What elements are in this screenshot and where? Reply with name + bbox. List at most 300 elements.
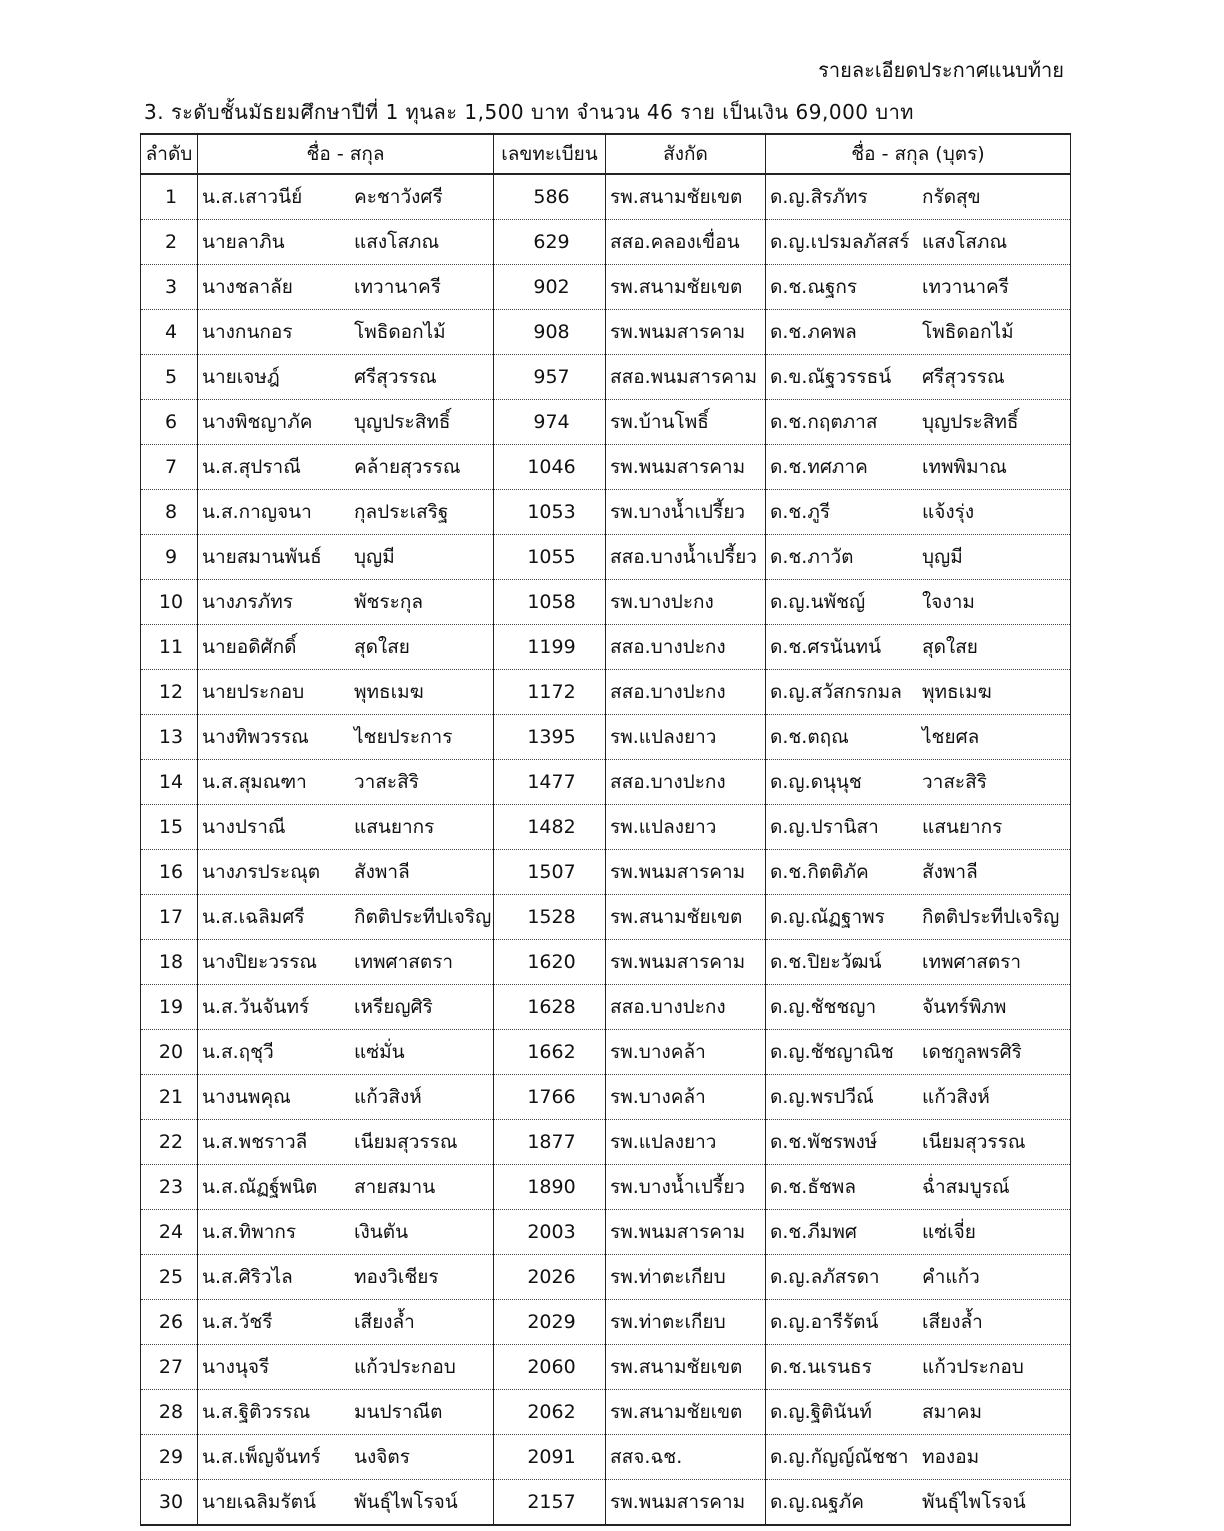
child-first-name: ด.ช.ทศภาค xyxy=(770,456,868,478)
member-first-name: นายเฉลิมรัตน์ xyxy=(202,1491,316,1513)
child-first-name: ด.ช.ภูรี xyxy=(770,501,831,523)
child-last-name: บุญประสิทธิ์ xyxy=(922,411,1019,433)
child-name xyxy=(766,670,1071,715)
table-row xyxy=(141,1120,1071,1165)
table-row xyxy=(141,1030,1071,1075)
child-first-name: ด.ช.กฤตภาส xyxy=(770,411,878,433)
member-name xyxy=(198,670,494,715)
affiliation: รพ.บางคล้า xyxy=(606,1075,766,1120)
attachment-note: รายละเอียดประกาศแนบท้าย xyxy=(818,58,1064,82)
affiliation: รพ.แปลงยาว xyxy=(606,715,766,760)
table-row xyxy=(141,1345,1071,1390)
child-last-name: โพธิดอกไม้ xyxy=(922,321,1014,343)
member-last-name: ศรีสุวรรณ xyxy=(354,366,437,388)
child-name xyxy=(766,400,1071,445)
row-no: 13 xyxy=(141,715,198,760)
child-first-name: ด.ญ.อารีรัตน์ xyxy=(770,1311,879,1333)
member-last-name: แสงโสภณ xyxy=(354,231,440,253)
member-name xyxy=(198,1435,494,1480)
row-no: 8 xyxy=(141,490,198,535)
row-no: 17 xyxy=(141,895,198,940)
affiliation: รพ.พนมสารคาม xyxy=(606,310,766,355)
affiliation: รพ.บางน้ำเปรี้ยว xyxy=(606,1165,766,1210)
child-name xyxy=(766,220,1071,265)
affiliation: รพ.สนามชัยเขต xyxy=(606,174,766,220)
row-no: 19 xyxy=(141,985,198,1030)
member-last-name: วาสะสิริ xyxy=(354,771,419,793)
child-last-name: แสงโสภณ xyxy=(922,231,1008,253)
child-first-name: ด.ช.ปิยะวัฒน์ xyxy=(770,951,882,973)
row-no: 14 xyxy=(141,760,198,805)
row-no: 10 xyxy=(141,580,198,625)
member-name xyxy=(198,1390,494,1435)
table-row xyxy=(141,1480,1071,1526)
child-last-name: สังพาลี xyxy=(922,861,978,883)
table-row xyxy=(141,490,1071,535)
registration-number: 2157 xyxy=(494,1480,606,1526)
registration-number: 2003 xyxy=(494,1210,606,1255)
child-name xyxy=(766,1390,1071,1435)
row-no: 20 xyxy=(141,1030,198,1075)
member-name xyxy=(198,535,494,580)
table-row xyxy=(141,1255,1071,1300)
member-first-name: นางกนกอร xyxy=(202,321,293,343)
row-no: 26 xyxy=(141,1300,198,1345)
child-first-name: ด.ญ.กัญญ์ณัชชา xyxy=(770,1446,909,1468)
registration-number: 908 xyxy=(494,310,606,355)
child-first-name: ด.ช.ภีมพศ xyxy=(770,1221,857,1243)
member-name xyxy=(198,805,494,850)
affiliation: รพ.สนามชัยเขต xyxy=(606,265,766,310)
affiliation: สสอ.คลองเขื่อน xyxy=(606,220,766,265)
member-first-name: น.ส.พชราวลี xyxy=(202,1131,308,1153)
affiliation: รพ.บางน้ำเปรี้ยว xyxy=(606,490,766,535)
table-row xyxy=(141,535,1071,580)
child-first-name: ด.ญ.สิรภัทร xyxy=(770,186,868,208)
child-first-name: ด.ญ.สวัสกรกมล xyxy=(770,681,902,703)
row-no: 3 xyxy=(141,265,198,310)
member-first-name: น.ส.เสาวนีย์ xyxy=(202,186,303,208)
child-name xyxy=(766,1120,1071,1165)
member-last-name: คะชาวังศรี xyxy=(354,186,443,208)
row-no: 2 xyxy=(141,220,198,265)
child-name xyxy=(766,580,1071,625)
header-name: ชื่อ - สกุล xyxy=(198,134,494,174)
member-name xyxy=(198,1300,494,1345)
table-row xyxy=(141,715,1071,760)
table-row xyxy=(141,265,1071,310)
child-name xyxy=(766,1345,1071,1390)
registration-number: 1877 xyxy=(494,1120,606,1165)
member-first-name: น.ส.ศิริวไล xyxy=(202,1266,293,1288)
row-no: 6 xyxy=(141,400,198,445)
registration-number: 1766 xyxy=(494,1075,606,1120)
registration-number: 2062 xyxy=(494,1390,606,1435)
child-last-name: เดชกูลพรศิริ xyxy=(922,1041,1022,1063)
member-last-name: เนียมสุวรรณ xyxy=(354,1131,458,1153)
table-row xyxy=(141,355,1071,400)
registration-number: 1395 xyxy=(494,715,606,760)
registration-number: 2029 xyxy=(494,1300,606,1345)
member-last-name: พัชระกุล xyxy=(354,591,423,613)
member-first-name: นางภรประณุต xyxy=(202,861,321,883)
table-row xyxy=(141,1165,1071,1210)
row-no: 22 xyxy=(141,1120,198,1165)
member-last-name: แซ่มั่น xyxy=(354,1041,405,1063)
member-name xyxy=(198,895,494,940)
child-last-name: เทพพิมาณ xyxy=(922,456,1007,478)
member-name xyxy=(198,400,494,445)
row-no: 21 xyxy=(141,1075,198,1120)
member-name xyxy=(198,1030,494,1075)
child-first-name: ด.ช.ตฤณ xyxy=(770,726,849,748)
child-last-name: ศรีสุวรรณ xyxy=(922,366,1005,388)
member-last-name: สังพาลี xyxy=(354,861,410,883)
child-first-name: ด.ช.ศรนันทน์ xyxy=(770,636,882,658)
affiliation: สสจ.ฉช. xyxy=(606,1435,766,1480)
member-last-name: พุทธเมฆ xyxy=(354,681,424,703)
member-first-name: น.ส.วัชรี xyxy=(202,1311,273,1333)
child-last-name: เสียงล้ำ xyxy=(922,1311,983,1333)
registration-number: 629 xyxy=(494,220,606,265)
child-first-name: ด.ช.ณฐกร xyxy=(770,276,858,298)
row-no: 1 xyxy=(141,174,198,220)
member-name xyxy=(198,715,494,760)
child-name xyxy=(766,1255,1071,1300)
table-row xyxy=(141,1300,1071,1345)
child-name xyxy=(766,1480,1071,1526)
child-last-name: เทพศาสตรา xyxy=(922,951,1022,973)
row-no: 27 xyxy=(141,1345,198,1390)
child-last-name: พุทธเมฆ xyxy=(922,681,992,703)
member-name xyxy=(198,625,494,670)
affiliation: รพ.ท่าตะเกียบ xyxy=(606,1300,766,1345)
child-last-name: เนียมสุวรรณ xyxy=(922,1131,1026,1153)
member-last-name: พันธุ์ไพโรจน์ xyxy=(354,1491,458,1513)
child-name xyxy=(766,355,1071,400)
member-last-name: แก้วประกอบ xyxy=(354,1356,456,1378)
member-first-name: นางพิชญาภัค xyxy=(202,411,313,433)
table-row xyxy=(141,1435,1071,1480)
member-last-name: บุญมี xyxy=(354,546,395,568)
registration-number: 1055 xyxy=(494,535,606,580)
child-last-name: แก้วประกอบ xyxy=(922,1356,1024,1378)
child-name xyxy=(766,1075,1071,1120)
registration-number: 586 xyxy=(494,174,606,220)
affiliation: รพ.พนมสารคาม xyxy=(606,850,766,895)
member-name xyxy=(198,1255,494,1300)
registration-number: 2026 xyxy=(494,1255,606,1300)
row-no: 4 xyxy=(141,310,198,355)
child-last-name: สมาคม xyxy=(922,1401,983,1423)
child-last-name: จันทร์พิภพ xyxy=(922,996,1007,1018)
affiliation: รพ.พนมสารคาม xyxy=(606,1210,766,1255)
table-row xyxy=(141,985,1071,1030)
member-name xyxy=(198,580,494,625)
row-no: 24 xyxy=(141,1210,198,1255)
child-last-name: พันธุ์ไพโรจน์ xyxy=(922,1491,1026,1513)
child-first-name: ด.ช.กิตติภัค xyxy=(770,861,869,883)
member-first-name: นายประกอบ xyxy=(202,681,305,703)
member-name xyxy=(198,355,494,400)
table-header-row xyxy=(141,134,1071,174)
child-last-name: เทวานาครี xyxy=(922,276,1009,298)
table-row xyxy=(141,625,1071,670)
child-name xyxy=(766,760,1071,805)
row-no: 28 xyxy=(141,1390,198,1435)
row-no: 15 xyxy=(141,805,198,850)
member-first-name: น.ส.เพ็ญจันทร์ xyxy=(202,1446,321,1468)
registration-number: 957 xyxy=(494,355,606,400)
row-no: 29 xyxy=(141,1435,198,1480)
child-first-name: ด.ญ.ฐิตินันท์ xyxy=(770,1401,872,1423)
member-name xyxy=(198,174,494,220)
row-no: 16 xyxy=(141,850,198,895)
affiliation: รพ.แปลงยาว xyxy=(606,1120,766,1165)
member-first-name: นางชลาลัย xyxy=(202,276,293,298)
row-no: 18 xyxy=(141,940,198,985)
child-name xyxy=(766,310,1071,355)
member-first-name: นางทิพวรรณ xyxy=(202,726,309,748)
affiliation: รพ.สนามชัยเขต xyxy=(606,1390,766,1435)
member-last-name: แสนยากร xyxy=(354,816,435,838)
member-name xyxy=(198,220,494,265)
member-last-name: นงจิตร xyxy=(354,1446,410,1468)
member-last-name: เทพศาสตรา xyxy=(354,951,454,973)
child-last-name: บุญมี xyxy=(922,546,963,568)
child-first-name: ด.ญ.ชัชญาณิช xyxy=(770,1041,894,1063)
registration-number: 1199 xyxy=(494,625,606,670)
member-first-name: นางปิยะวรรณ xyxy=(202,951,318,973)
member-first-name: นางนุจรี xyxy=(202,1356,270,1378)
child-name xyxy=(766,715,1071,760)
member-name xyxy=(198,1345,494,1390)
child-name xyxy=(766,1165,1071,1210)
member-first-name: น.ส.กาญจนา xyxy=(202,501,312,523)
child-last-name: แก้วสิงห์ xyxy=(922,1086,990,1108)
child-name xyxy=(766,850,1071,895)
member-last-name: คล้ายสุวรรณ xyxy=(354,456,461,478)
child-name xyxy=(766,1435,1071,1480)
child-first-name: ด.ช.พัชรพงษ์ xyxy=(770,1131,878,1153)
member-last-name: แก้วสิงห์ xyxy=(354,1086,422,1108)
table-row xyxy=(141,805,1071,850)
member-name xyxy=(198,445,494,490)
table-row xyxy=(141,760,1071,805)
affiliation: สสอ.บางปะกง xyxy=(606,760,766,805)
member-last-name: สุดใสย xyxy=(354,636,410,658)
table-row xyxy=(141,445,1071,490)
row-no: 12 xyxy=(141,670,198,715)
member-first-name: นายลาภิน xyxy=(202,231,285,253)
member-first-name: น.ส.ฐิติวรรณ xyxy=(202,1401,311,1423)
row-no: 30 xyxy=(141,1480,198,1526)
member-last-name: ไชยประการ xyxy=(354,726,453,748)
child-first-name: ด.ช.ธัชพล xyxy=(770,1176,856,1198)
member-first-name: น.ส.เฉลิมศรี xyxy=(202,906,305,928)
child-last-name: กรัดสุข xyxy=(922,186,981,208)
table-row xyxy=(141,895,1071,940)
child-first-name: ด.ญ.ดนุนุช xyxy=(770,771,862,793)
child-first-name: ด.ญ.ชัชชญา xyxy=(770,996,877,1018)
member-first-name: นางนพคุณ xyxy=(202,1086,291,1108)
affiliation: รพ.พนมสารคาม xyxy=(606,1480,766,1526)
affiliation: สสอ.พนมสารคาม xyxy=(606,355,766,400)
member-last-name: ทองวิเชียร xyxy=(354,1266,439,1288)
table-row xyxy=(141,174,1071,220)
registration-number: 2091 xyxy=(494,1435,606,1480)
table-row xyxy=(141,220,1071,265)
child-first-name: ด.ญ.พรปวีณ์ xyxy=(770,1086,874,1108)
member-last-name: สายสมาน xyxy=(354,1176,436,1198)
member-name xyxy=(198,760,494,805)
child-last-name: ฉ่ำสมบูรณ์ xyxy=(922,1176,1010,1198)
member-last-name: กิตติประทีปเจริญ xyxy=(354,906,492,928)
member-first-name: น.ส.ทิพากร xyxy=(202,1221,297,1243)
registration-number: 902 xyxy=(494,265,606,310)
child-first-name: ด.ช.ภคพล xyxy=(770,321,857,343)
member-last-name: กุลประเสริฐ xyxy=(354,501,449,523)
registration-number: 1053 xyxy=(494,490,606,535)
child-last-name: วาสะสิริ xyxy=(922,771,987,793)
scholarship-table xyxy=(140,133,1071,1526)
member-first-name: นายเจษฎ์ xyxy=(202,366,280,388)
child-last-name: แสนยากร xyxy=(922,816,1003,838)
table-row xyxy=(141,580,1071,625)
member-last-name: เทวานาครี xyxy=(354,276,441,298)
child-name xyxy=(766,1210,1071,1255)
child-last-name: ไชยศล xyxy=(922,726,980,748)
row-no: 25 xyxy=(141,1255,198,1300)
child-name xyxy=(766,1030,1071,1075)
table-row xyxy=(141,850,1071,895)
child-last-name: คำแก้ว xyxy=(922,1266,980,1288)
child-first-name: ด.ข.ณัฐวรรธน์ xyxy=(770,366,892,388)
child-name xyxy=(766,174,1071,220)
registration-number: 1477 xyxy=(494,760,606,805)
member-name xyxy=(198,1075,494,1120)
header-affiliation: สังกัด xyxy=(606,134,766,174)
child-first-name: ด.ญ.ปรานิสา xyxy=(770,816,879,838)
member-first-name: น.ส.ณัฏฐ์พนิต xyxy=(202,1176,318,1198)
member-last-name: เหรียญศิริ xyxy=(354,996,433,1018)
table-row xyxy=(141,670,1071,715)
table-row xyxy=(141,400,1071,445)
member-last-name: เสียงล้ำ xyxy=(354,1311,415,1333)
child-last-name: แจ้งรุ่ง xyxy=(922,501,975,523)
child-first-name: ด.ช.ภาวัต xyxy=(770,546,854,568)
member-first-name: นายอดิศักดิ์ xyxy=(202,636,297,658)
row-no: 11 xyxy=(141,625,198,670)
child-name xyxy=(766,1300,1071,1345)
affiliation: รพ.สนามชัยเขต xyxy=(606,895,766,940)
registration-number: 1507 xyxy=(494,850,606,895)
affiliation: รพ.พนมสารคาม xyxy=(606,940,766,985)
member-first-name: นางปราณี xyxy=(202,816,286,838)
child-name xyxy=(766,895,1071,940)
member-name xyxy=(198,1480,494,1526)
affiliation: รพ.สนามชัยเขต xyxy=(606,1345,766,1390)
section-title: 3. ระดับชั้นมัธยมศึกษาปีที่ 1 ทุนละ 1,500 บาท จำนวน 46 ราย เป็นเงิน 69,000 บาท xyxy=(144,100,914,124)
member-last-name: บุญประสิทธิ์ xyxy=(354,411,451,433)
member-first-name: น.ส.ฤชุวี xyxy=(202,1041,274,1063)
member-last-name: โพธิดอกไม้ xyxy=(354,321,446,343)
affiliation: รพ.บ้านโพธิ์ xyxy=(606,400,766,445)
member-first-name: นายสมานพันธ์ xyxy=(202,546,322,568)
row-no: 23 xyxy=(141,1165,198,1210)
registration-number: 2060 xyxy=(494,1345,606,1390)
registration-number: 1890 xyxy=(494,1165,606,1210)
child-first-name: ด.ญ.ณฐภัค xyxy=(770,1491,864,1513)
registration-number: 1482 xyxy=(494,805,606,850)
member-last-name: มนปราณีต xyxy=(354,1401,443,1423)
child-name xyxy=(766,535,1071,580)
table-row xyxy=(141,1210,1071,1255)
child-first-name: ด.ญ.นพัชญ์ xyxy=(770,591,866,613)
member-name xyxy=(198,1165,494,1210)
child-name xyxy=(766,445,1071,490)
affiliation: รพ.บางคล้า xyxy=(606,1030,766,1075)
affiliation: รพ.ท่าตะเกียบ xyxy=(606,1255,766,1300)
member-first-name: น.ส.สุปราณี xyxy=(202,456,301,478)
child-first-name: ด.ญ.ลภัสรดา xyxy=(770,1266,880,1288)
registration-number: 1172 xyxy=(494,670,606,715)
child-last-name: สุดใสย xyxy=(922,636,978,658)
affiliation: รพ.แปลงยาว xyxy=(606,805,766,850)
registration-number: 974 xyxy=(494,400,606,445)
member-first-name: น.ส.วันจันทร์ xyxy=(202,996,310,1018)
member-name xyxy=(198,1210,494,1255)
registration-number: 1046 xyxy=(494,445,606,490)
table-row xyxy=(141,940,1071,985)
table-row xyxy=(141,1390,1071,1435)
child-last-name: ทองอม xyxy=(922,1446,980,1468)
affiliation: รพ.บางปะกง xyxy=(606,580,766,625)
child-last-name: แซ่เจี่ย xyxy=(922,1221,976,1243)
registration-number: 1628 xyxy=(494,985,606,1030)
affiliation: สสอ.บางปะกง xyxy=(606,625,766,670)
registration-number: 1058 xyxy=(494,580,606,625)
affiliation: รพ.พนมสารคาม xyxy=(606,445,766,490)
child-last-name: ใจงาม xyxy=(922,591,975,613)
child-first-name: ด.ญ.เปรมลภัสสร์ xyxy=(770,231,910,253)
member-name xyxy=(198,310,494,355)
header-reg: เลขทะเบียน xyxy=(494,134,606,174)
header-child: ชื่อ - สกุล (บุตร) xyxy=(766,134,1071,174)
child-name xyxy=(766,985,1071,1030)
registration-number: 1662 xyxy=(494,1030,606,1075)
child-name xyxy=(766,625,1071,670)
registration-number: 1620 xyxy=(494,940,606,985)
child-name xyxy=(766,940,1071,985)
member-name xyxy=(198,940,494,985)
member-name xyxy=(198,265,494,310)
row-no: 7 xyxy=(141,445,198,490)
child-first-name: ด.ญ.ณัฏฐาพร xyxy=(770,906,885,928)
member-first-name: นางภรภัทร xyxy=(202,591,293,613)
member-name xyxy=(198,490,494,535)
child-name xyxy=(766,490,1071,535)
affiliation: สสอ.บางปะกง xyxy=(606,985,766,1030)
table-row xyxy=(141,310,1071,355)
member-name xyxy=(198,985,494,1030)
row-no: 9 xyxy=(141,535,198,580)
member-name xyxy=(198,1120,494,1165)
child-last-name: กิตติประทีปเจริญ xyxy=(922,906,1060,928)
member-name xyxy=(198,850,494,895)
member-first-name: น.ส.สุมณฑา xyxy=(202,771,307,793)
affiliation: สสอ.บางปะกง xyxy=(606,670,766,715)
